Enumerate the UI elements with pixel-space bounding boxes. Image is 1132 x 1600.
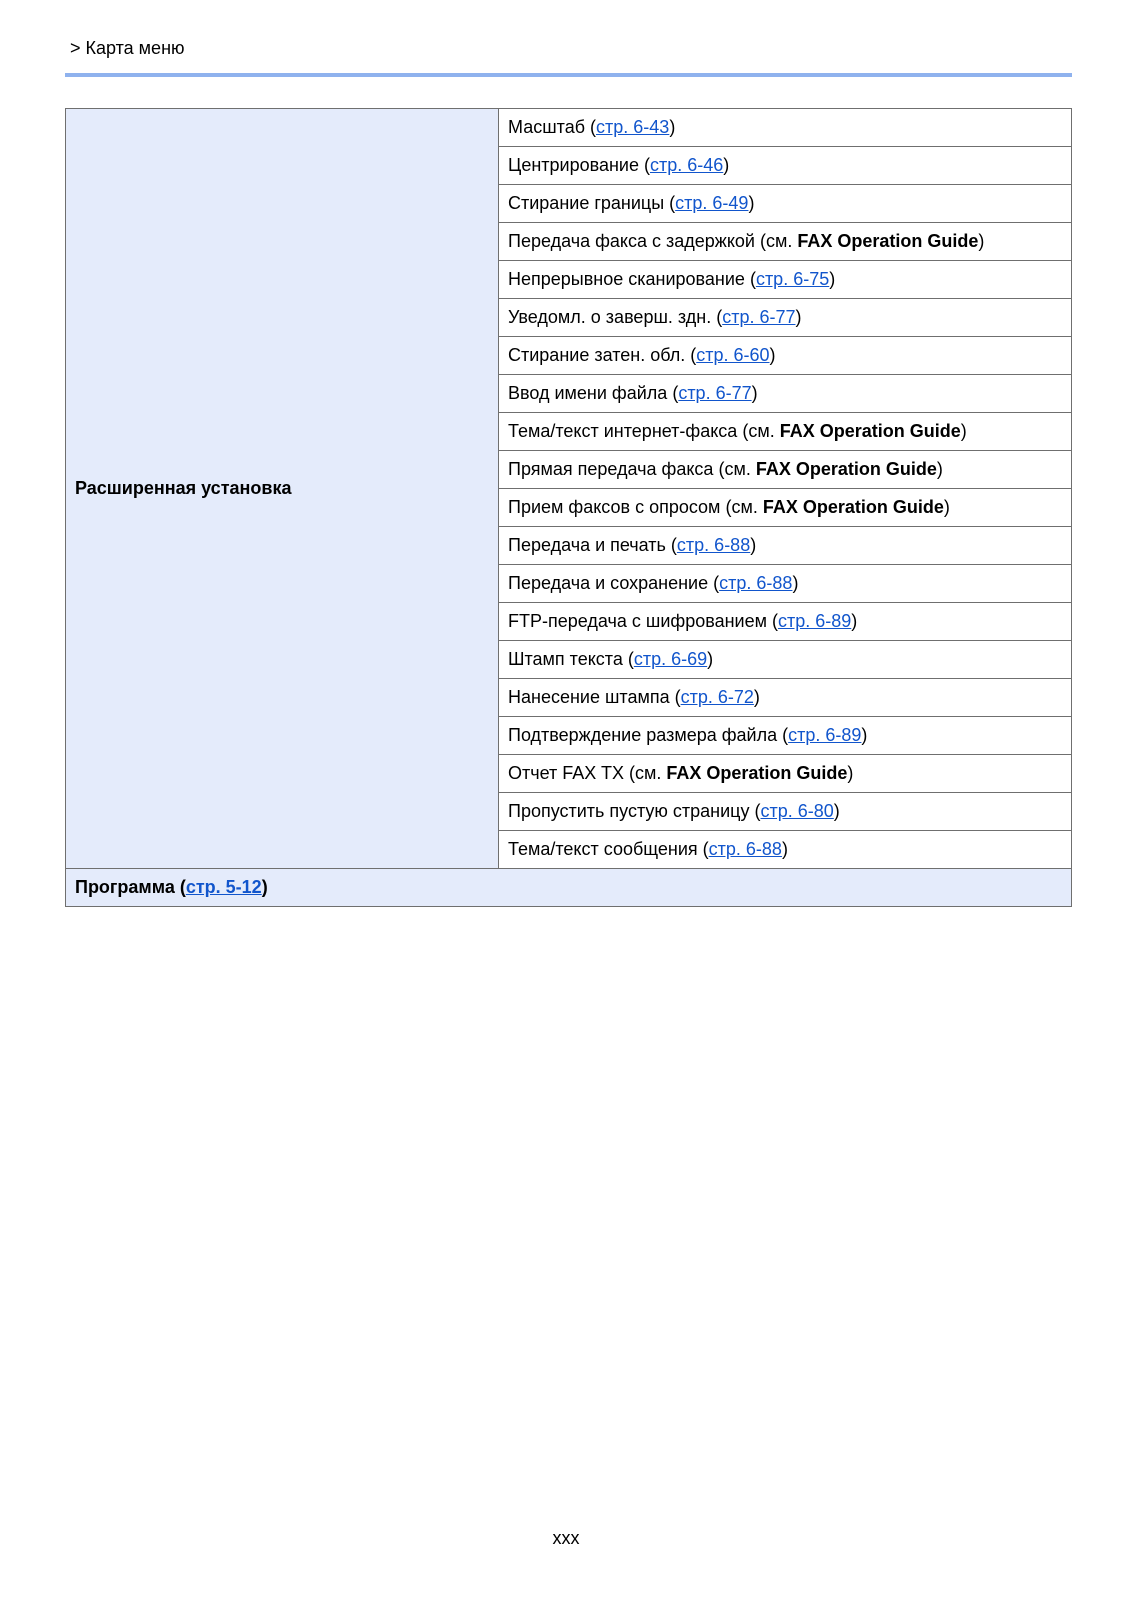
menu-item-label: Масштаб <box>508 117 586 137</box>
guide-reference: FAX Operation Guide <box>779 421 961 441</box>
menu-item: Прямая передача факса (см. FAX Operation Guide) <box>499 451 1072 489</box>
menu-item-label: FTP-передача с шифрованием <box>508 611 767 631</box>
breadcrumb: > Карта меню <box>70 38 185 58</box>
section-title: Расширенная установка <box>66 109 499 869</box>
menu-item-label: Стирание затен. обл. <box>508 345 686 365</box>
page-ref-link[interactable]: стр. 6-49 <box>675 193 749 213</box>
see-prefix: см. <box>634 763 662 783</box>
see-prefix: см. <box>765 231 793 251</box>
menu-item-label: Штамп текста <box>508 649 623 669</box>
menu-item-label: Тема/текст сообщения <box>508 839 698 859</box>
header-divider <box>65 73 1072 77</box>
guide-reference: FAX Operation Guide <box>755 459 937 479</box>
menu-item-label: Центрирование <box>508 155 639 175</box>
guide-reference: FAX Operation Guide <box>666 763 848 783</box>
program-label: Программа <box>75 877 175 897</box>
see-prefix: см. <box>731 497 758 517</box>
program-ref-link[interactable]: стр. 5-12 <box>185 877 262 897</box>
page-ref-link[interactable]: стр. 6-80 <box>760 801 834 821</box>
menu-item: FTP-передача с шифрованием (стр. 6-89) <box>499 603 1072 641</box>
menu-item: Подтверждение размера файла (стр. 6-89) <box>499 717 1072 755</box>
menu-item: Тема/текст интернет-факса (см. FAX Operation Guide) <box>499 413 1072 451</box>
menu-item: Отчет FAX TX (см. FAX Operation Guide) <box>499 755 1072 793</box>
page-ref-link[interactable]: стр. 6-46 <box>649 155 724 175</box>
page-ref-link[interactable]: стр. 6-77 <box>722 307 796 327</box>
menu-item-label: Подтверждение размера файла <box>508 725 778 745</box>
menu-item-label: Нанесение штампа <box>508 687 670 707</box>
page-ref-link[interactable]: стр. 6-60 <box>696 345 770 365</box>
menu-item: Пропустить пустую страницу (стр. 6-80) <box>499 793 1072 831</box>
see-prefix: см. <box>748 421 775 441</box>
page-ref-link[interactable]: стр. 6-89 <box>788 725 862 745</box>
guide-reference: FAX Operation Guide <box>797 231 979 251</box>
page-ref-link[interactable]: стр. 6-88 <box>676 535 751 555</box>
menu-item: Масштаб (стр. 6-43) <box>499 109 1072 147</box>
page-ref-link[interactable]: стр. 6-88 <box>719 573 793 593</box>
menu-item: Стирание границы (стр. 6-49) <box>499 185 1072 223</box>
menu-item: Стирание затен. обл. (стр. 6-60) <box>499 337 1072 375</box>
program-cell: Программа (стр. 5-12) <box>66 869 1072 907</box>
program-row <box>66 869 1072 907</box>
menu-item: Центрирование (стр. 6-46) <box>499 147 1072 185</box>
menu-item-label: Прием факсов с опросом <box>508 497 721 517</box>
page-ref-link[interactable]: стр. 6-75 <box>755 269 830 289</box>
menu-item-label: Ввод имени файла <box>508 383 668 403</box>
page-ref-link[interactable]: стр. 6-72 <box>680 687 754 707</box>
menu-item: Прием факсов с опросом (см. FAX Operation Guide) <box>499 489 1072 527</box>
menu-item-label: Непрерывное сканирование <box>508 269 745 289</box>
menu-item: Передача и сохранение (стр. 6-88) <box>499 565 1072 603</box>
guide-reference: FAX Operation Guide <box>762 497 944 517</box>
menu-item: Тема/текст сообщения (стр. 6-88) <box>499 831 1072 869</box>
page-ref-link[interactable]: стр. 6-69 <box>633 649 708 669</box>
page-ref-link[interactable]: стр. 6-88 <box>708 839 782 859</box>
menu-item: Передача факса с задержкой (см. FAX Operation Guide) <box>499 223 1072 261</box>
menu-item-label: Передача факса с задержкой <box>508 231 755 251</box>
menu-item-label: Тема/текст интернет-факса <box>508 421 738 441</box>
menu-item: Штамп текста (стр. 6-69) <box>499 641 1072 679</box>
menu-map-table <box>65 108 1072 907</box>
page-ref-link[interactable]: стр. 6-77 <box>678 383 752 403</box>
see-prefix: см. <box>724 459 751 479</box>
table-row <box>66 109 1072 147</box>
menu-item: Ввод имени файла (стр. 6-77) <box>499 375 1072 413</box>
page-number: xxx <box>552 1528 580 1548</box>
menu-item-label: Уведомл. о заверш. здн. <box>508 307 712 327</box>
page-ref-link[interactable]: стр. 6-89 <box>777 611 852 631</box>
menu-item-label: Передача и сохранение <box>508 573 709 593</box>
menu-item-label: Стирание границы <box>508 193 665 213</box>
menu-item: Нанесение штампа (стр. 6-72) <box>499 679 1072 717</box>
menu-item-label: Передача и печать <box>508 535 666 555</box>
menu-item: Передача и печать (стр. 6-88) <box>499 527 1072 565</box>
page-ref-link[interactable]: стр. 6-43 <box>596 117 670 137</box>
menu-item-label: Пропустить пустую страницу <box>508 801 750 821</box>
menu-item: Уведомл. о заверш. здн. (стр. 6-77) <box>499 299 1072 337</box>
menu-item: Непрерывное сканирование (стр. 6-75) <box>499 261 1072 299</box>
menu-item-label: Прямая передача факса <box>508 459 714 479</box>
menu-item-label: Отчет FAX TX <box>508 763 624 783</box>
